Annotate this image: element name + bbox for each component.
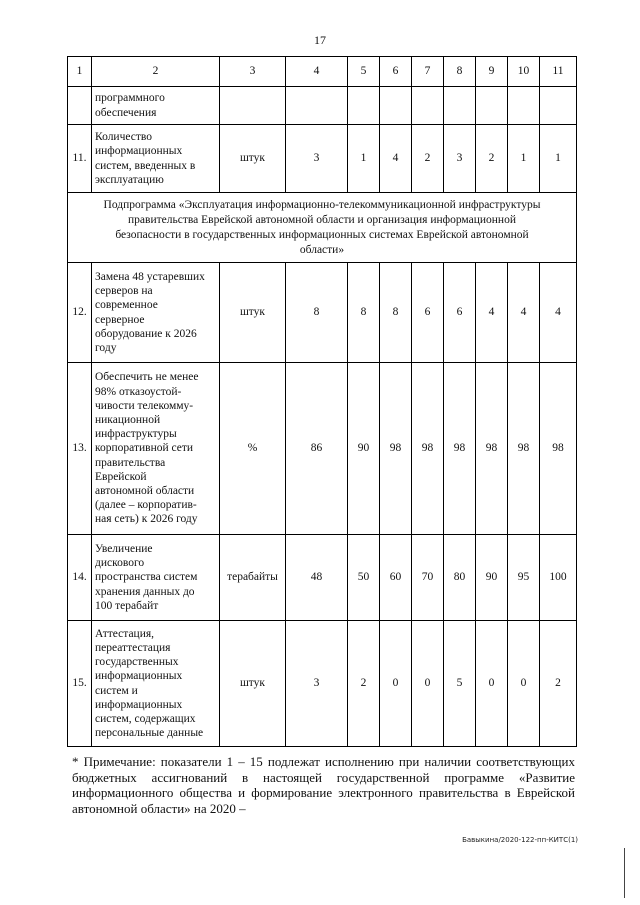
- value-cell: 4: [540, 263, 577, 363]
- value-cell: 3: [286, 621, 348, 747]
- header-cell: 1: [68, 57, 92, 87]
- text-line: систем, введенных в: [95, 159, 196, 172]
- value-cell: 90: [476, 535, 508, 621]
- value-cell: 98: [444, 363, 476, 535]
- value-cell: 98: [508, 363, 540, 535]
- table-row: [68, 535, 577, 621]
- header-cell: 10: [508, 57, 540, 87]
- row-number: 11.: [68, 125, 92, 193]
- text-line: соответствующих бюджетных ассигнований в настоящей государственной: [72, 754, 575, 785]
- footnote: [72, 754, 575, 816]
- text-line: году: [95, 341, 117, 354]
- value-cell: 3: [444, 125, 476, 193]
- header-cell: 5: [348, 57, 380, 87]
- text-line: правительства: [95, 456, 166, 469]
- text-line: Обеспечить не менее: [95, 371, 199, 384]
- value-cell: 0: [412, 621, 444, 747]
- value-cell: 50: [348, 535, 380, 621]
- subprogram-row: [68, 193, 577, 263]
- value-cell: 1: [348, 125, 380, 193]
- value-cell: 0: [380, 621, 412, 747]
- value-cell: 6: [412, 263, 444, 363]
- value-cell: 86: [286, 363, 348, 535]
- header-cell: 11: [540, 57, 577, 87]
- text-line: информационных: [95, 670, 183, 683]
- text-line: ная сеть) к 2026 году: [95, 513, 198, 526]
- header-cell: 9: [476, 57, 508, 87]
- value-cell: 98: [476, 363, 508, 535]
- header-row: [68, 57, 577, 87]
- value-cell: 90: [348, 363, 380, 535]
- text-line: электронного правительства в Еврейской автономной области» на 2020 –: [72, 785, 575, 816]
- text-line: 98% отказоустой-: [95, 385, 182, 398]
- table-row: [68, 87, 577, 125]
- text-line: пространства систем: [95, 571, 198, 584]
- header-cell: 6: [380, 57, 412, 87]
- header-cell: 8: [444, 57, 476, 87]
- value-cell: 95: [508, 535, 540, 621]
- text-line: серверное: [95, 313, 145, 326]
- value-cell: 1: [540, 125, 577, 193]
- text-line: * Примечание: показатели 1 – 15 подлежат исполнению при наличии: [72, 754, 472, 769]
- table-row: [68, 125, 577, 193]
- text-line: правительства Еврейской автономной области и организация информационной: [128, 213, 516, 226]
- text-line: автономной области: [95, 485, 195, 497]
- value-cell: 2: [348, 621, 380, 747]
- value-cell: 98: [412, 363, 444, 535]
- value-cell: 4: [476, 263, 508, 363]
- text-line: персональные данные: [95, 727, 204, 740]
- value-cell: 60: [380, 535, 412, 621]
- value-cell: 5: [444, 621, 476, 747]
- text-line: Подпрограмма «Эксплуатация информационно-телекоммуникационной инфраструктуры: [103, 198, 541, 211]
- indicator-name-cell: [92, 263, 220, 363]
- value-cell: 8: [286, 263, 348, 363]
- table-row: [68, 263, 577, 363]
- value-cell: 8: [348, 263, 380, 363]
- value-cell: 2: [540, 621, 577, 747]
- header-cell: 7: [412, 57, 444, 87]
- text-line: информационных: [95, 698, 183, 711]
- text-line: никационной: [95, 413, 161, 426]
- text-line: Увеличение: [95, 542, 153, 555]
- text-line: программного: [95, 92, 165, 105]
- table-row: [68, 363, 577, 535]
- row-number: 13.: [68, 363, 92, 535]
- value-cell: 1: [508, 125, 540, 193]
- text-line: 100 терабайт: [95, 599, 159, 612]
- unit-cell: штук: [220, 621, 286, 747]
- page-number: 17: [314, 33, 326, 47]
- value-cell: 98: [380, 363, 412, 535]
- text-line: информационных: [95, 145, 183, 158]
- header-cell: 2: [92, 57, 220, 87]
- indicator-name-cell: [92, 535, 220, 621]
- text-line: Аттестация,: [95, 627, 155, 640]
- unit-cell: терабайты: [220, 535, 286, 621]
- text-line: Замена 48 устаревших: [95, 270, 205, 283]
- text-line: Еврейской: [95, 470, 147, 483]
- text-line: оборудование к 2026: [95, 327, 197, 340]
- text-line: современное: [95, 299, 158, 312]
- indicator-name-cell: [92, 125, 220, 193]
- value-cell: 80: [444, 535, 476, 621]
- value-cell: 3: [286, 125, 348, 193]
- document-code: Бавыкина/2020-122-пп-КИТС(1): [462, 836, 578, 844]
- text-line: эксплуатацию: [95, 173, 164, 186]
- text-line: переаттестация: [95, 641, 171, 654]
- row-number: 12.: [68, 263, 92, 363]
- value-cell: 4: [380, 125, 412, 193]
- value-cell: 4: [508, 263, 540, 363]
- unit-cell: штук: [220, 125, 286, 193]
- value-cell: 2: [476, 125, 508, 193]
- table-row: [68, 621, 577, 747]
- row-number: 14.: [68, 535, 92, 621]
- header-cell: 4: [286, 57, 348, 87]
- unit-cell: штук: [220, 263, 286, 363]
- row-number: 15.: [68, 621, 92, 747]
- unit-cell: %: [220, 363, 286, 535]
- value-cell: 48: [286, 535, 348, 621]
- header-cell: 3: [220, 57, 286, 87]
- value-cell: 8: [380, 263, 412, 363]
- text-line: серверов на: [95, 285, 153, 298]
- text-line: хранения данных до: [95, 585, 195, 598]
- value-cell: 0: [476, 621, 508, 747]
- text-line: корпоративной сети: [95, 442, 194, 455]
- value-cell: 6: [444, 263, 476, 363]
- text-line: безопасности в государственных информационных системах Еврейской автономной: [115, 228, 529, 241]
- text-line: дискового: [95, 557, 145, 570]
- text-line: систем, содержащих: [95, 712, 196, 725]
- indicators-table: [67, 56, 577, 747]
- text-line: обеспечения: [95, 106, 157, 119]
- text-line: Количество: [95, 131, 152, 144]
- indicator-name-cell: [92, 87, 220, 125]
- indicator-name-cell: [92, 621, 220, 747]
- text-line: области»: [299, 243, 345, 256]
- value-cell: 100: [540, 535, 577, 621]
- text-line: (далее – корпоратив-: [95, 499, 197, 512]
- text-line: программе «Развитие информационного общества и формирование: [72, 769, 576, 800]
- scan-edge-mark: [624, 848, 625, 898]
- value-cell: 70: [412, 535, 444, 621]
- subprogram-title: [68, 193, 577, 263]
- indicator-name-cell: [92, 363, 220, 535]
- text-line: инфраструктуры: [95, 428, 177, 441]
- value-cell: 2: [412, 125, 444, 193]
- text-line: систем и: [95, 684, 138, 697]
- value-cell: 98: [540, 363, 577, 535]
- text-line: государственных: [95, 656, 179, 669]
- value-cell: 0: [508, 621, 540, 747]
- text-line: чивости телекомму-: [95, 399, 194, 412]
